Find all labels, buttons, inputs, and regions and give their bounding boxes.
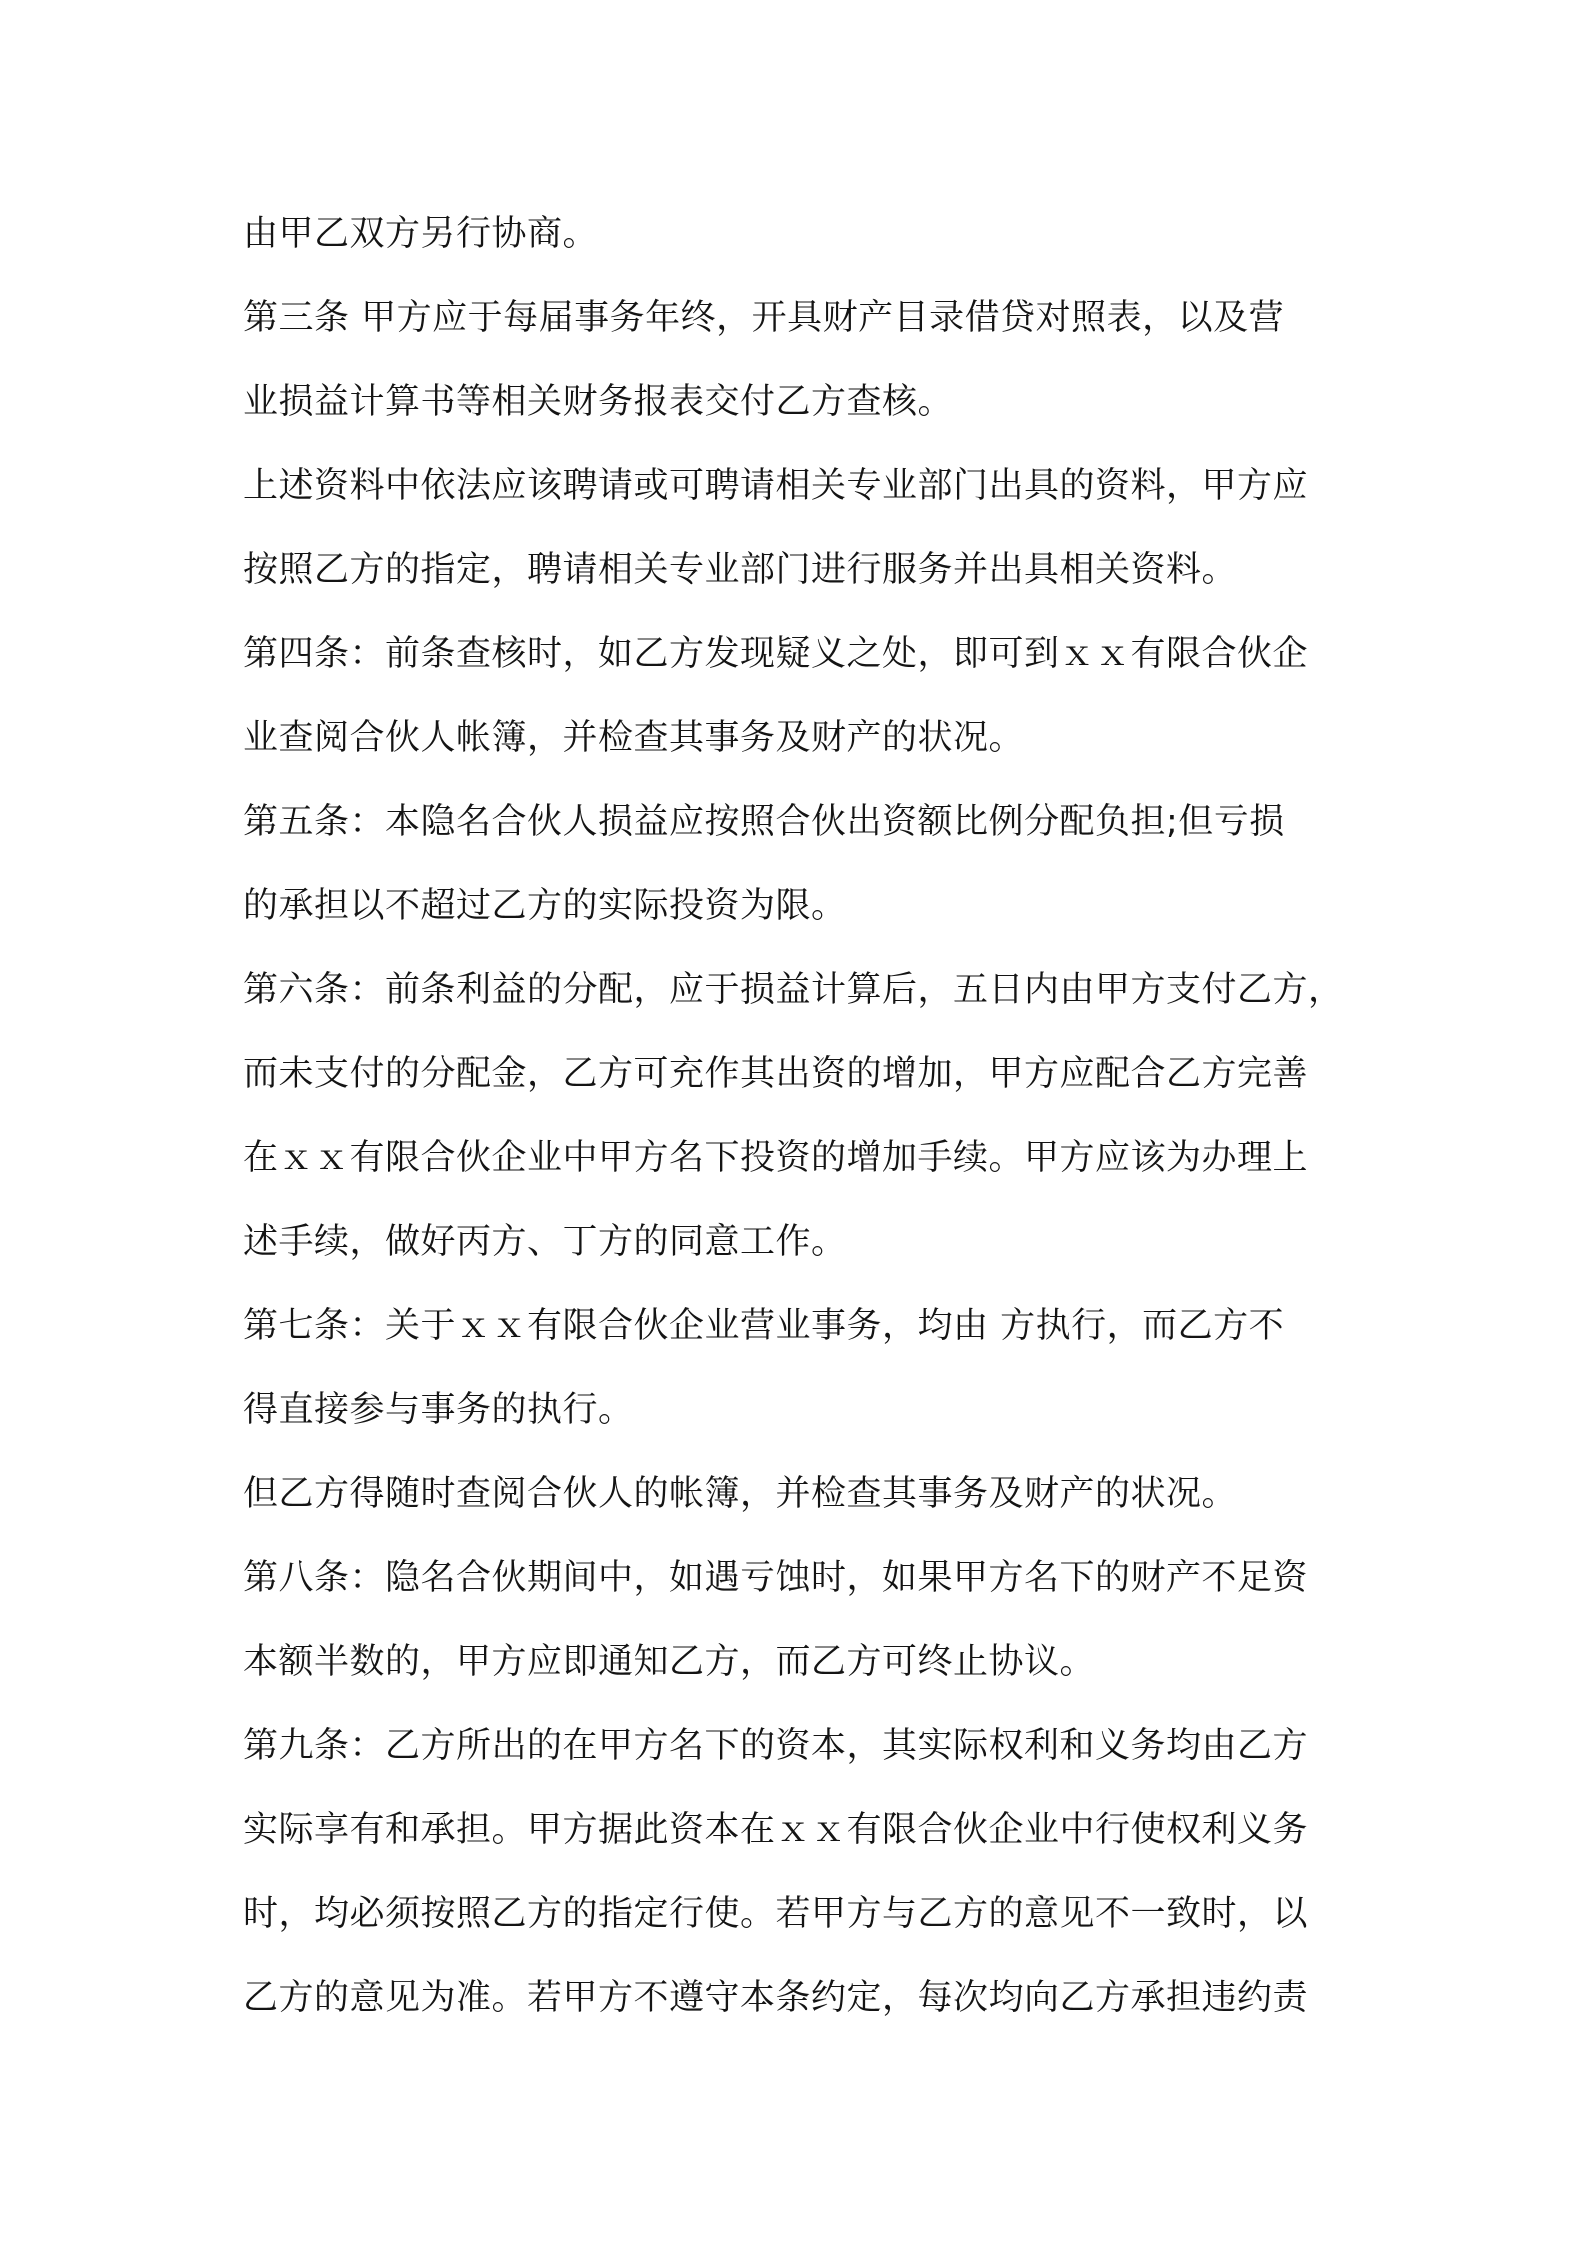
text-line: 上述资料中依法应该聘请或可聘请相关专业部门出具的资料，甲方应 [243,466,1309,506]
text-line: 第七条：关于ｘｘ有限合伙企业营业事务，均由 方执行，而乙方不 [243,1306,1285,1346]
text-line: 第九条：乙方所出的在甲方名下的资本，其实际权利和义务均由乙方 [243,1726,1309,1766]
article-9 [243,1704,1363,2040]
text-line: 由甲乙双方另行协商。 [243,214,599,254]
text-line: 而未支付的分配金，乙方可充作其出资的增加，甲方应配合乙方完善 [243,1054,1309,1094]
article-3-supplement [243,444,1363,612]
article-3 [243,276,1363,444]
text-line: 第六条：前条利益的分配，应于损益计算后，五日内由甲方支付乙方， [243,970,1344,1010]
text-line: 业损益计算书等相关财务报表交付乙方查核。 [243,382,954,422]
text-line: 第四条：前条查核时，如乙方发现疑义之处，即可到ｘｘ有限合伙企 [243,634,1309,674]
paragraph-continuation [243,192,1363,276]
text-line: 业查阅合伙人帐簿，并检查其事务及财产的状况。 [243,718,1025,758]
text-line: 第三条 甲方应于每届事务年终，开具财产目录借贷对照表，以及营 [243,298,1285,338]
text-line: 在ｘｘ有限合伙企业中甲方名下投资的增加手续。甲方应该为办理上 [243,1138,1309,1178]
text-line: 乙方的意见为准。若甲方不遵守本条约定，每次均向乙方承担违约责 [243,1978,1309,2018]
text-line: 本额半数的，甲方应即通知乙方，而乙方可终止协议。 [243,1642,1096,1682]
article-8 [243,1536,1363,1704]
text-line: 的承担以不超过乙方的实际投资为限。 [243,886,847,926]
text-line: 但乙方得随时查阅合伙人的帐簿，并检查其事务及财产的状况。 [243,1474,1238,1514]
document-body [243,192,1363,2040]
article-5 [243,780,1363,948]
text-line: 按照乙方的指定，聘请相关专业部门进行服务并出具相关资料。 [243,550,1238,590]
text-line: 实际享有和承担。甲方据此资本在ｘｘ有限合伙企业中行使权利义务 [243,1810,1309,1850]
article-6 [243,948,1363,1284]
text-line: 述手续，做好丙方、丁方的同意工作。 [243,1222,847,1262]
text-line: 第八条：隐名合伙期间中，如遇亏蚀时，如果甲方名下的财产不足资 [243,1558,1309,1598]
text-line: 得直接参与事务的执行。 [243,1390,634,1430]
article-7 [243,1284,1363,1452]
article-7-supplement [243,1452,1363,1536]
text-line: 第五条：本隐名合伙人损益应按照合伙出资额比例分配负担;但亏损 [243,802,1285,842]
text-line: 时，均必须按照乙方的指定行使。若甲方与乙方的意见不一致时，以 [243,1894,1309,1934]
article-4 [243,612,1363,780]
